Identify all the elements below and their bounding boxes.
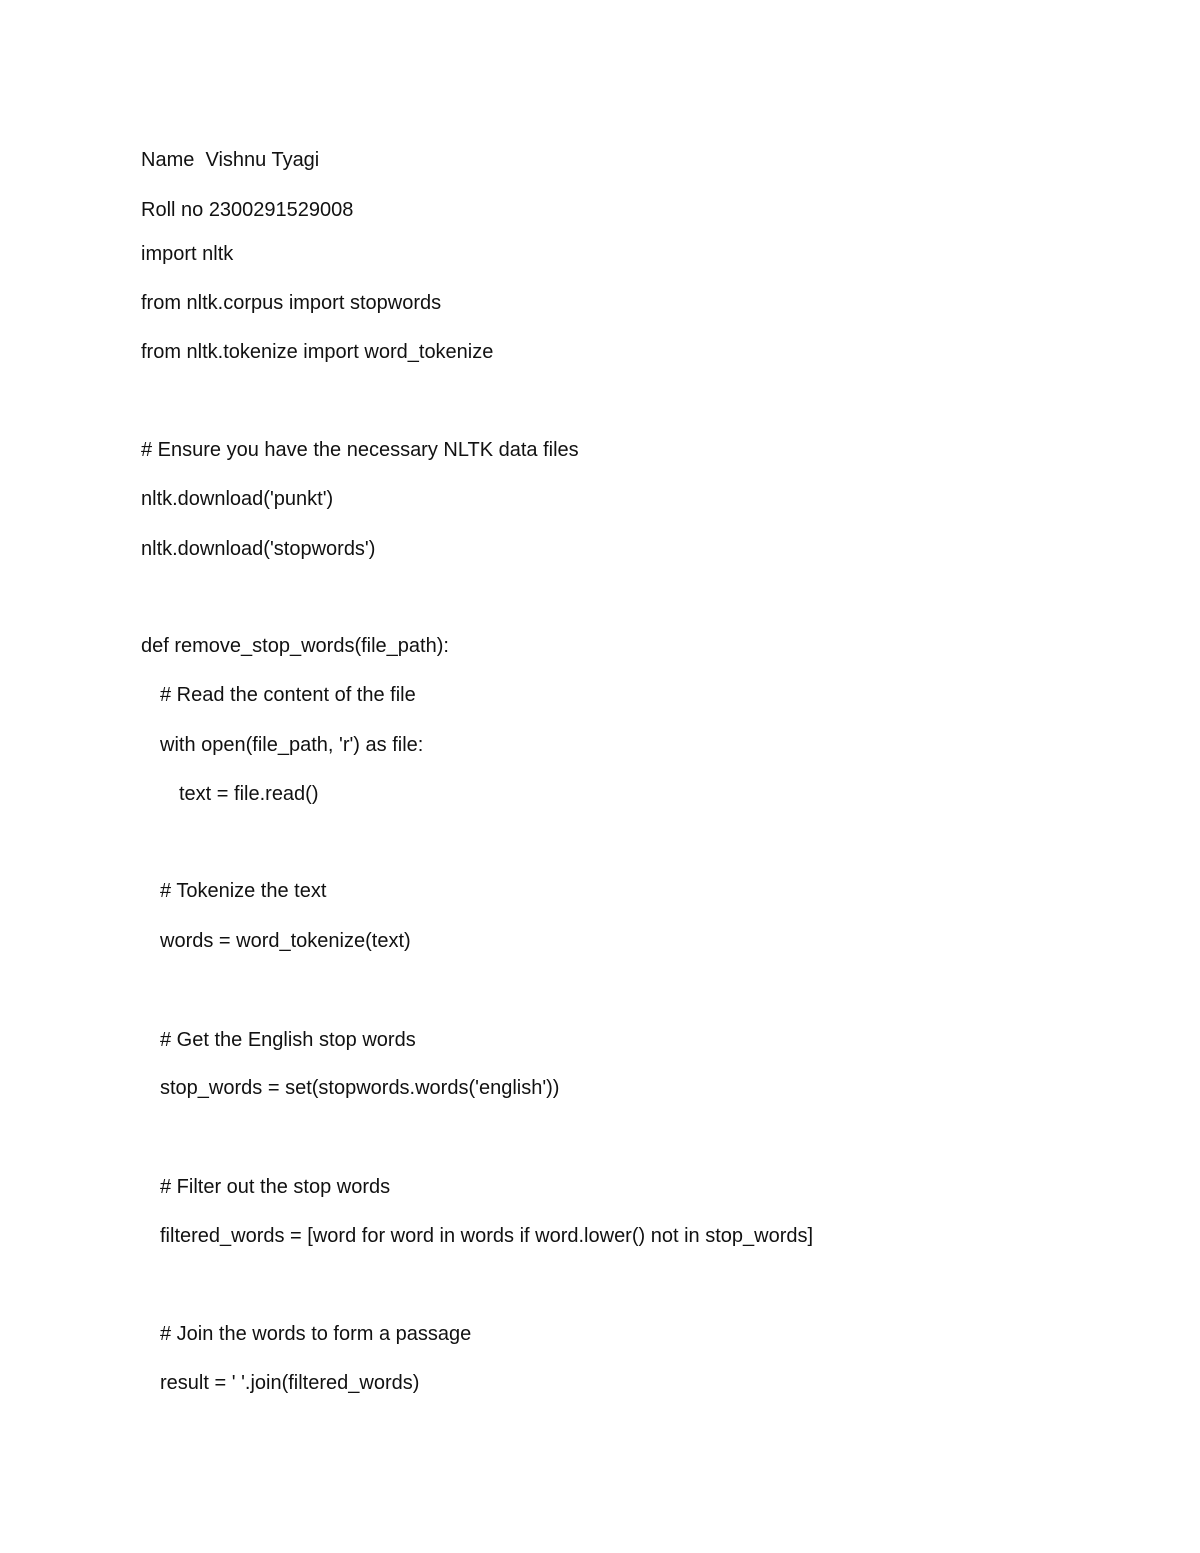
code-line: result = ' '.join(filtered_words): [160, 1372, 420, 1394]
code-comment: # Tokenize the text: [160, 880, 327, 902]
code-comment: # Ensure you have the necessary NLTK data files: [141, 439, 579, 461]
code-line: with open(file_path, 'r') as file:: [160, 734, 424, 756]
code-line: nltk.download('punkt'): [141, 488, 334, 510]
code-line: words = word_tokenize(text): [160, 930, 411, 952]
code-line: from nltk.corpus import stopwords: [141, 292, 442, 314]
roll-number: Roll no 2300291529008: [141, 199, 354, 221]
code-comment: # Join the words to form a passage: [160, 1323, 472, 1345]
code-line: from nltk.tokenize import word_tokenize: [141, 341, 494, 363]
code-comment: # Read the content of the file: [160, 684, 416, 706]
code-line: filtered_words = [word for word in words if word.lower() not in stop_words]: [160, 1225, 814, 1247]
code-line: nltk.download('stopwords'): [141, 538, 376, 560]
code-line: text = file.read(): [179, 783, 319, 805]
code-line: import nltk: [141, 243, 234, 265]
code-line: stop_words = set(stopwords.words('english')): [160, 1077, 560, 1099]
code-comment: # Get the English stop words: [160, 1029, 416, 1051]
student-name: Name Vishnu Tyagi: [141, 149, 320, 171]
code-comment: # Filter out the stop words: [160, 1176, 391, 1198]
function-definition: def remove_stop_words(file_path):: [141, 635, 449, 657]
